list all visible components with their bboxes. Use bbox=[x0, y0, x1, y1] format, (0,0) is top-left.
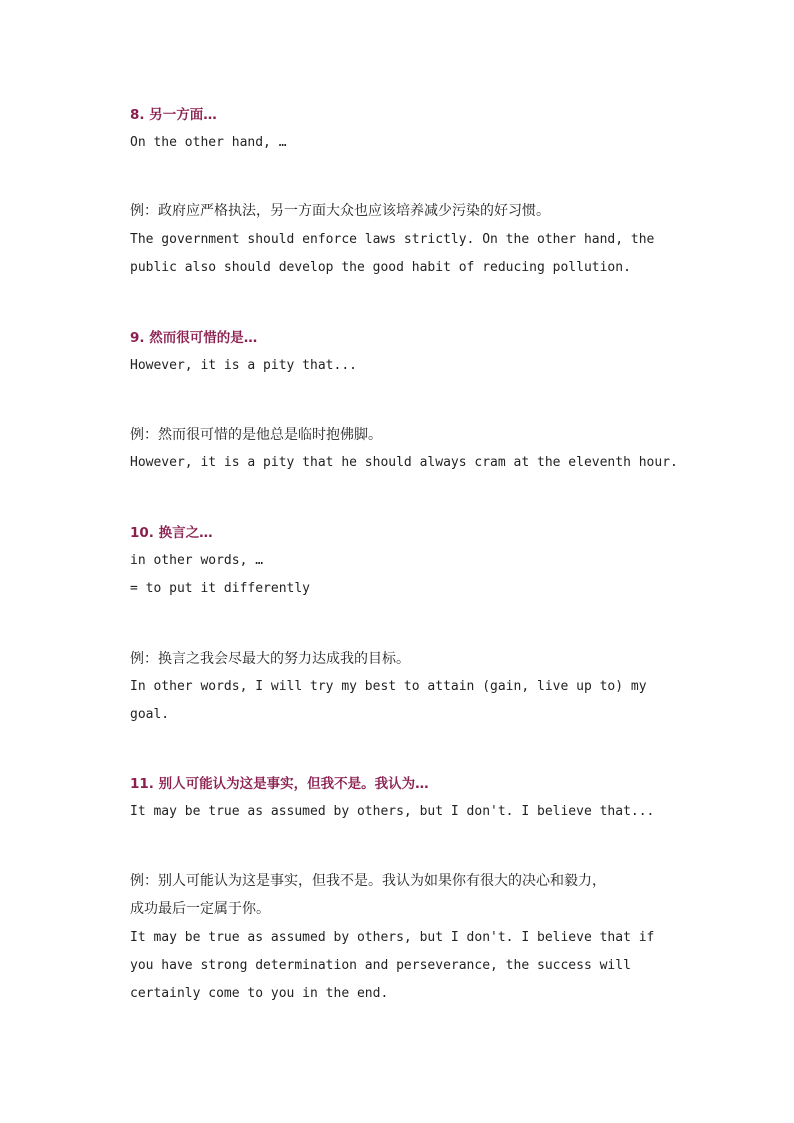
example-english: goal. bbox=[130, 707, 170, 722]
example-chinese: 例：换言之我会尽最大的努力达成我的目标。 bbox=[130, 651, 410, 667]
section-heading: 8. 另一方面… bbox=[130, 107, 217, 123]
section-heading: 9. 然而很可惜的是… bbox=[130, 330, 258, 346]
example-chinese: 例：然而很可惜的是他总是临时抱佛脚。 bbox=[130, 427, 382, 443]
example-english: certainly come to you in the end. bbox=[130, 986, 389, 1001]
example-chinese: 例：别人可能认为这是事实，但我不是。我认为如果你有很大的决心和毅力， bbox=[130, 873, 606, 889]
example-chinese: 成功最后一定属于你。 bbox=[130, 901, 270, 917]
section-heading: 10. 换言之… bbox=[130, 525, 213, 541]
example-english: It may be true as assumed by others, but I don't. I believe that if bbox=[130, 930, 655, 945]
section-meaning: On the other hand, … bbox=[130, 135, 287, 150]
section-meaning: = to put it differently bbox=[130, 581, 311, 596]
example-english: The government should enforce laws strictly. On the other hand, the bbox=[130, 232, 655, 247]
section-meaning: However, it is a pity that... bbox=[130, 358, 357, 373]
section-meaning: in other words, … bbox=[130, 553, 264, 568]
example-english: you have strong determination and perseverance, the success will bbox=[130, 958, 631, 973]
example-english: public also should develop the good habit of reducing pollution. bbox=[130, 260, 631, 275]
section-heading: 11. 别人可能认为这是事实，但我不是。我认为… bbox=[130, 776, 429, 792]
example-english: In other words, I will try my best to attain (gain, live up to) my bbox=[130, 679, 647, 694]
example-english: However, it is a pity that he should always cram at the eleventh hour. bbox=[130, 455, 678, 470]
example-chinese: 例：政府应严格执法，另一方面大众也应该培养减少污染的好习惯。 bbox=[130, 203, 550, 219]
section-meaning: It may be true as assumed by others, but I don't. I believe that... bbox=[130, 804, 655, 819]
